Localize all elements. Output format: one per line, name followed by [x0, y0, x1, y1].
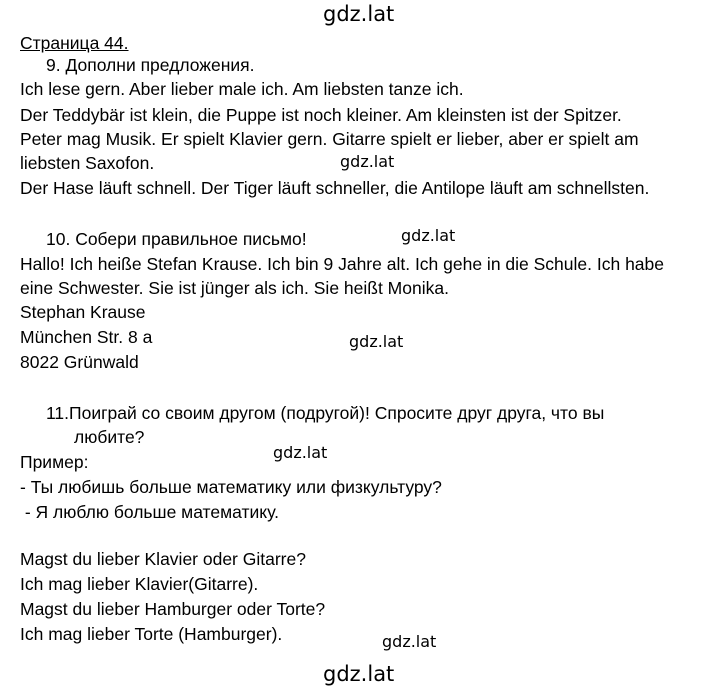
task10-signature-name: Stephan Krause	[20, 302, 146, 322]
watermark-mid-3: gdz.lat	[349, 332, 404, 351]
task11-title-continued: любите?	[74, 427, 145, 447]
task11-dialog-line: Ich mag lieber Torte (Hamburger).	[20, 624, 283, 644]
task10-title: 10. Собери правильное письмо!	[46, 229, 307, 249]
task9-line: Der Teddybär ist klein, die Puppe ist noch kleiner. Am kleinsten ist der Spitzer.	[20, 105, 622, 125]
watermark-mid-5: gdz.lat	[382, 632, 437, 651]
task11-dialog-line: Magst du lieber Klavier oder Gitarre?	[20, 549, 306, 569]
watermark-mid-2: gdz.lat	[401, 226, 456, 245]
task11-title: 11.Поиграй со своим другом (подругой)! Спросите друг друга, что вы	[46, 403, 605, 423]
watermark-bottom: gdz.lat	[323, 662, 395, 686]
task11-example-answer: - Я люблю больше математику.	[20, 502, 279, 522]
task11-dialog-line: Ich mag lieber Klavier(Gitarre).	[20, 574, 259, 594]
task9-line: liebsten Saxofon.	[20, 153, 155, 173]
task9-line: Peter mag Musik. Er spielt Klavier gern. Gitarre spielt er lieber, aber er spielt am	[20, 129, 639, 149]
task10-line: eine Schwester. Sie ist jünger als ich. Sie heißt Monika.	[20, 278, 449, 298]
task10-address-street: München Str. 8 a	[20, 327, 153, 347]
task11-dialog-line: Magst du lieber Hamburger oder Torte?	[20, 599, 326, 619]
task9-title: 9. Дополни предложения.	[46, 55, 255, 75]
page-heading: Страница 44.	[20, 33, 129, 53]
task9-line: Der Hase läuft schnell. Der Tiger läuft schneller, die Antilope läuft am schnellsten.	[20, 178, 650, 198]
task10-line: Hallo! Ich heiße Stefan Krause. Ich bin 9 Jahre alt. Ich gehe in die Schule. Ich habe	[20, 254, 665, 274]
watermark-mid-1: gdz.lat	[340, 152, 395, 171]
task9-line: Ich lese gern. Aber lieber male ich. Am liebsten tanze ich.	[20, 79, 464, 99]
watermark-mid-4: gdz.lat	[273, 443, 328, 462]
watermark-top: gdz.lat	[323, 2, 395, 26]
task11-example-label: Пример:	[20, 452, 89, 472]
task10-address-city: 8022 Grünwald	[20, 352, 139, 372]
task11-example-question: - Ты любишь больше математику или физкультуру?	[20, 477, 442, 497]
